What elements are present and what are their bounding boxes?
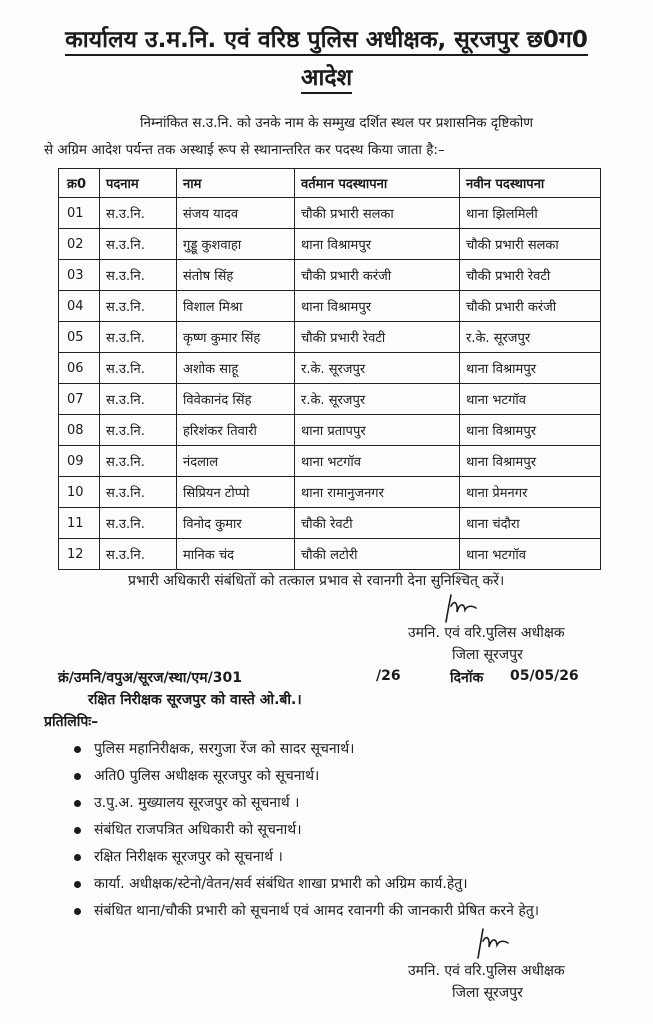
table-row bbox=[59, 539, 601, 570]
cell-new-posting: चौकी प्रभारी रेवटी bbox=[460, 260, 601, 291]
cell-designation: स.उ.नि. bbox=[100, 229, 177, 260]
header-new-posting: नवीन पदस्थापना bbox=[460, 169, 601, 198]
table-row bbox=[59, 198, 601, 229]
intro-paragraph bbox=[44, 110, 634, 164]
cell-serial: 04 bbox=[59, 291, 100, 322]
cell-new-posting: थाना झिलमिली bbox=[460, 198, 601, 229]
reference-year: /26 bbox=[376, 668, 401, 684]
cell-name: नंदलाल bbox=[177, 446, 295, 477]
cell-name: संजय यादव bbox=[177, 198, 295, 229]
table-row bbox=[59, 508, 601, 539]
table-row bbox=[59, 353, 601, 384]
bullet-icon bbox=[74, 854, 81, 861]
table-row bbox=[59, 322, 601, 353]
cell-name: सिप्रियन टोप्पो bbox=[177, 477, 295, 508]
reference-line bbox=[58, 668, 618, 687]
office-title: कार्यालय उ.म.नि. एवं वरिष्ठ पुलिस अधीक्षक, सूरजपुर छ0ग0 bbox=[0, 22, 653, 54]
cell-name: कृष्ण कुमार सिंह bbox=[177, 322, 295, 353]
cell-serial: 08 bbox=[59, 415, 100, 446]
cell-serial: 01 bbox=[59, 198, 100, 229]
list-item: पुलिस महानिरीक्षक, सरगुजा रेंज को सादर सूचनार्थ। bbox=[70, 736, 610, 763]
cell-designation: स.उ.नि. bbox=[100, 353, 177, 384]
cell-current-posting: र.के. सूरजपुर bbox=[295, 353, 460, 384]
cell-new-posting: थाना भटगॉव bbox=[460, 539, 601, 570]
cell-serial: 12 bbox=[59, 539, 100, 570]
bullet-icon bbox=[74, 746, 81, 753]
cell-new-posting: र.के. सूरजपुर bbox=[460, 322, 601, 353]
list-item: संबंधित राजपत्रित अधिकारी को सूचनार्थ। bbox=[70, 817, 610, 844]
cell-designation: स.उ.नि. bbox=[100, 415, 177, 446]
signatory-designation: उमनि. एवं वरि.पुलिस अधीक्षक bbox=[408, 625, 565, 641]
list-item: संबंधित थाना/चौकी प्रभारी को सूचनार्थ एवं आमद रवानगी की जानकारी प्रेषित करने हेतु। bbox=[70, 898, 610, 922]
header-name: नाम bbox=[177, 169, 295, 198]
cell-serial: 07 bbox=[59, 384, 100, 415]
cell-new-posting: थाना विश्रामपुर bbox=[460, 415, 601, 446]
recipient-line: रक्षित निरीक्षक सूरजपुर को वास्ते ओ.बी.। bbox=[88, 692, 302, 708]
bullet-icon bbox=[74, 800, 81, 807]
list-item: रक्षित निरीक्षक सूरजपुर को सूचनार्थ । bbox=[70, 844, 610, 871]
header-current-posting: वर्तमान पदस्थापना bbox=[295, 169, 460, 198]
table-row bbox=[59, 291, 601, 322]
table-header-row bbox=[59, 169, 601, 198]
signature-block-2 bbox=[408, 960, 565, 1004]
intro-line-1: निम्नांकित स.उ.नि. को उनके नाम के सम्मुख दर्शित स्थल पर प्रशासनिक दृष्टिकोण bbox=[140, 115, 534, 131]
signature-block-1 bbox=[408, 622, 565, 666]
cell-serial: 06 bbox=[59, 353, 100, 384]
instruction-text: प्रभारी अधिकारी संबंधितों को तत्काल प्रभाव से रवानगी देना सुनिश्चित् करें। bbox=[128, 573, 505, 589]
signatory-district: जिला सूरजपुर bbox=[452, 647, 523, 663]
table-row bbox=[59, 384, 601, 415]
cell-designation: स.उ.नि. bbox=[100, 446, 177, 477]
cell-name: विवेकानंद सिंह bbox=[177, 384, 295, 415]
cell-name: विशाल मिश्रा bbox=[177, 291, 295, 322]
cell-name: विनोद कुमार bbox=[177, 508, 295, 539]
signature-mark-icon bbox=[470, 926, 510, 960]
cell-new-posting: थाना भटगॉव bbox=[460, 384, 601, 415]
date-value: 05/05/26 bbox=[510, 668, 579, 684]
list-item: कार्या. अधीक्षक/स्टेनो/वेतन/सर्व संबंधित शाखा प्रभारी को अग्रिम कार्य.हेतु। bbox=[70, 871, 610, 898]
cell-current-posting: थाना विश्रामपुर bbox=[295, 291, 460, 322]
table-row bbox=[59, 415, 601, 446]
cell-new-posting: थाना प्रेमनगर bbox=[460, 477, 601, 508]
cell-name: मानिक चंद bbox=[177, 539, 295, 570]
order-heading: आदेश bbox=[0, 60, 653, 92]
cell-designation: स.उ.नि. bbox=[100, 508, 177, 539]
cell-new-posting: थाना चंदौरा bbox=[460, 508, 601, 539]
cell-current-posting: चौकी प्रभारी करंजी bbox=[295, 260, 460, 291]
cell-designation: स.उ.नि. bbox=[100, 539, 177, 570]
signatory-designation: उमनि. एवं वरि.पुलिस अधीक्षक bbox=[408, 963, 565, 979]
cell-current-posting: चौकी लटोरी bbox=[295, 539, 460, 570]
cell-name: गुड्डू कुशवाहा bbox=[177, 229, 295, 260]
cell-designation: स.उ.नि. bbox=[100, 384, 177, 415]
cell-name: हरिशंकर तिवारी bbox=[177, 415, 295, 446]
list-item: अति0 पुलिस अधीक्षक सूरजपुर को सूचनार्थ। bbox=[70, 763, 610, 790]
table-row bbox=[59, 229, 601, 260]
cell-designation: स.उ.नि. bbox=[100, 198, 177, 229]
bullet-icon bbox=[74, 773, 81, 780]
bullet-icon bbox=[74, 908, 81, 915]
cell-name: संतोष सिंह bbox=[177, 260, 295, 291]
intro-line-2: से अग्रिम आदेश पर्यन्त तक अस्थाई रूप से स्थानान्तरित कर पदस्थ किया जाता है:– bbox=[44, 142, 445, 158]
cell-current-posting: थाना रामानुजनगर bbox=[295, 477, 460, 508]
cell-designation: स.उ.नि. bbox=[100, 291, 177, 322]
cell-current-posting: चौकी प्रभारी सलका bbox=[295, 198, 460, 229]
cell-serial: 02 bbox=[59, 229, 100, 260]
bullet-icon bbox=[74, 881, 81, 888]
transfer-table bbox=[58, 168, 601, 570]
cell-current-posting: चौकी रेवटी bbox=[295, 508, 460, 539]
list-item: उ.पु.अ. मुख्यालय सूरजपुर को सूचनार्थ । bbox=[70, 790, 610, 817]
cell-serial: 05 bbox=[59, 322, 100, 353]
cell-new-posting: चौकी प्रभारी सलका bbox=[460, 229, 601, 260]
date-label: दिनॉक bbox=[450, 670, 484, 686]
reference-number: क्रं/उमनि/वपुअ/सूरज/स्था/एम/301 bbox=[58, 670, 242, 686]
cell-new-posting: थाना विश्रामपुर bbox=[460, 353, 601, 384]
signatory-district: जिला सूरजपुर bbox=[452, 985, 523, 1001]
table-row bbox=[59, 260, 601, 291]
cell-serial: 09 bbox=[59, 446, 100, 477]
header-designation: पदनाम bbox=[100, 169, 177, 198]
cell-designation: स.उ.नि. bbox=[100, 322, 177, 353]
cell-serial: 10 bbox=[59, 477, 100, 508]
cell-current-posting: चौकी प्रभारी रेवटी bbox=[295, 322, 460, 353]
table-row bbox=[59, 446, 601, 477]
cell-current-posting: थाना प्रतापपुर bbox=[295, 415, 460, 446]
cell-designation: स.उ.नि. bbox=[100, 260, 177, 291]
cell-current-posting: थाना भटगॉव bbox=[295, 446, 460, 477]
cell-designation: स.उ.नि. bbox=[100, 477, 177, 508]
signature-mark-icon bbox=[438, 592, 478, 624]
cell-current-posting: थाना विश्रामपुर bbox=[295, 229, 460, 260]
copies-heading: प्रतिलिपिः– bbox=[44, 714, 99, 730]
cell-current-posting: र.के. सूरजपुर bbox=[295, 384, 460, 415]
copies-list bbox=[70, 736, 610, 922]
cell-new-posting: थाना विश्रामपुर bbox=[460, 446, 601, 477]
header-serial: क्र0 bbox=[59, 169, 100, 198]
table-row bbox=[59, 477, 601, 508]
cell-name: अशोक साहू bbox=[177, 353, 295, 384]
cell-new-posting: चौकी प्रभारी करंजी bbox=[460, 291, 601, 322]
bullet-icon bbox=[74, 827, 81, 834]
cell-serial: 11 bbox=[59, 508, 100, 539]
cell-serial: 03 bbox=[59, 260, 100, 291]
